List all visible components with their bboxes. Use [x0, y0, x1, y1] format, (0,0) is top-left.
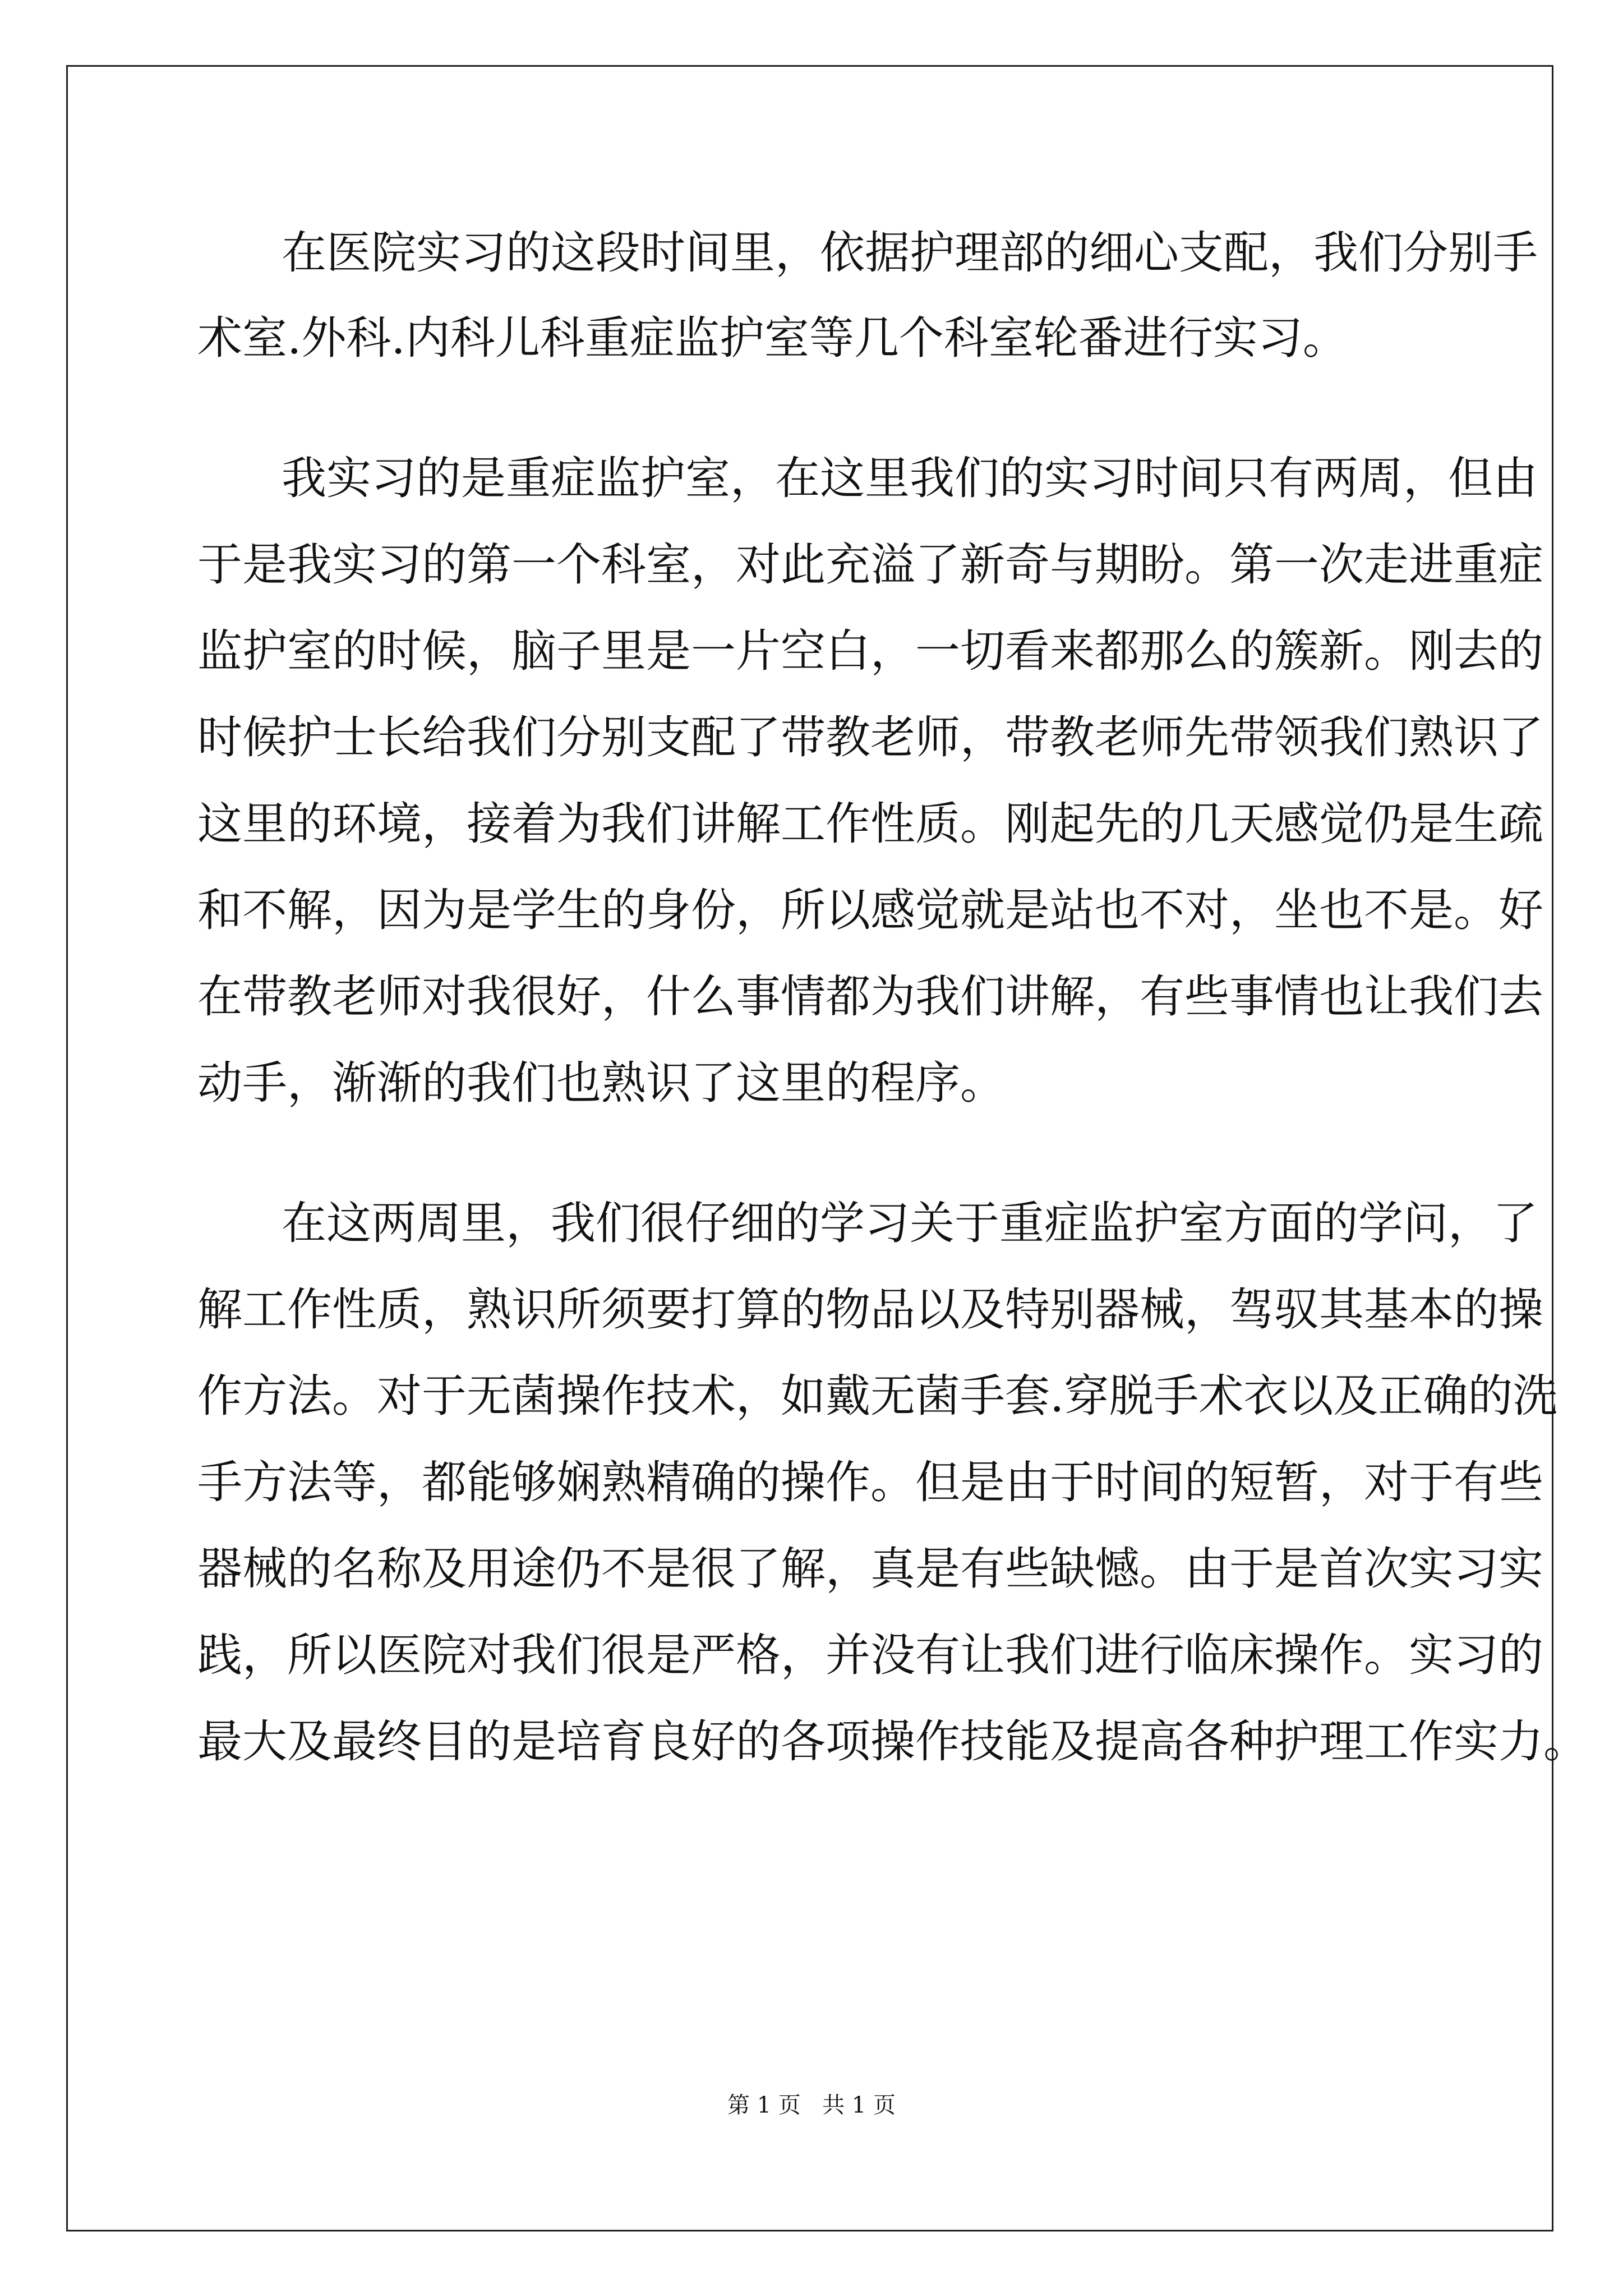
paragraph-2-line-5: 这里的环境，接着为我们讲解工作性质。刚起先的几天感觉仍是生疏 — [197, 798, 1543, 850]
paragraph-2-line-1: 我实习的是重症监护室，在这里我们的实习时间只有两周，但由 — [282, 452, 1538, 504]
paragraph-3-line-5: 器械的名称及用途仍不是很了解，真是有些缺憾。由于是首次实习实 — [197, 1543, 1543, 1595]
paragraph-3-line-7: 最大及最终目的是培育良好的各项操作技能及提高各种护理工作实力。 — [197, 1715, 1588, 1768]
paragraph-2-line-4: 时候护士长给我们分别支配了带教老师，带教老师先带领我们熟识了 — [197, 711, 1543, 763]
paragraph-1-line-2: 术室.外科.内科儿科重症监护室等几个科室轮番进行实习。 — [197, 312, 1348, 364]
paragraph-1-line-1: 在医院实习的这段时间里，依据护理部的细心支配，我们分别手 — [282, 227, 1538, 279]
paragraph-2-line-3: 监护室的时候，脑子里是一片空白，一切看来都那么的簇新。刚去的 — [197, 625, 1543, 677]
paragraph-2-line-7: 在带教老师对我很好，什么事情都为我们讲解，有些事情也让我们去 — [197, 970, 1543, 1023]
page-border — [66, 65, 1588, 2231]
paragraph-3-line-2: 解工作性质，熟识所须要打算的物品以及特别器械，驾驭其基本的操 — [197, 1283, 1543, 1336]
paragraph-3-line-3: 作方法。对于无菌操作技术，如戴无菌手套.穿脱手术衣以及正确的洗 — [197, 1370, 1558, 1422]
paragraph-2-line-8: 动手，渐渐的我们也熟识了这里的程序。 — [197, 1057, 1005, 1109]
paragraph-3-line-6: 践，所以医院对我们很是严格，并没有让我们进行临床操作。实习的 — [197, 1629, 1543, 1681]
paragraph-2-line-6: 和不解，因为是学生的身份，所以感觉就是站也不对，坐也不是。好 — [197, 884, 1543, 936]
paragraph-3-line-1: 在这两周里，我们很仔细的学习关于重症监护室方面的学问，了 — [282, 1197, 1538, 1249]
paragraph-3-line-4: 手方法等，都能够娴熟精确的操作。但是由于时间的短暂，对于有些 — [197, 1456, 1543, 1508]
paragraph-2-line-2: 于是我实习的第一个科室，对此充溢了新奇与期盼。第一次走进重症 — [197, 539, 1543, 591]
page-number-footer: 第 1 页 共 1 页 — [727, 2092, 896, 2118]
